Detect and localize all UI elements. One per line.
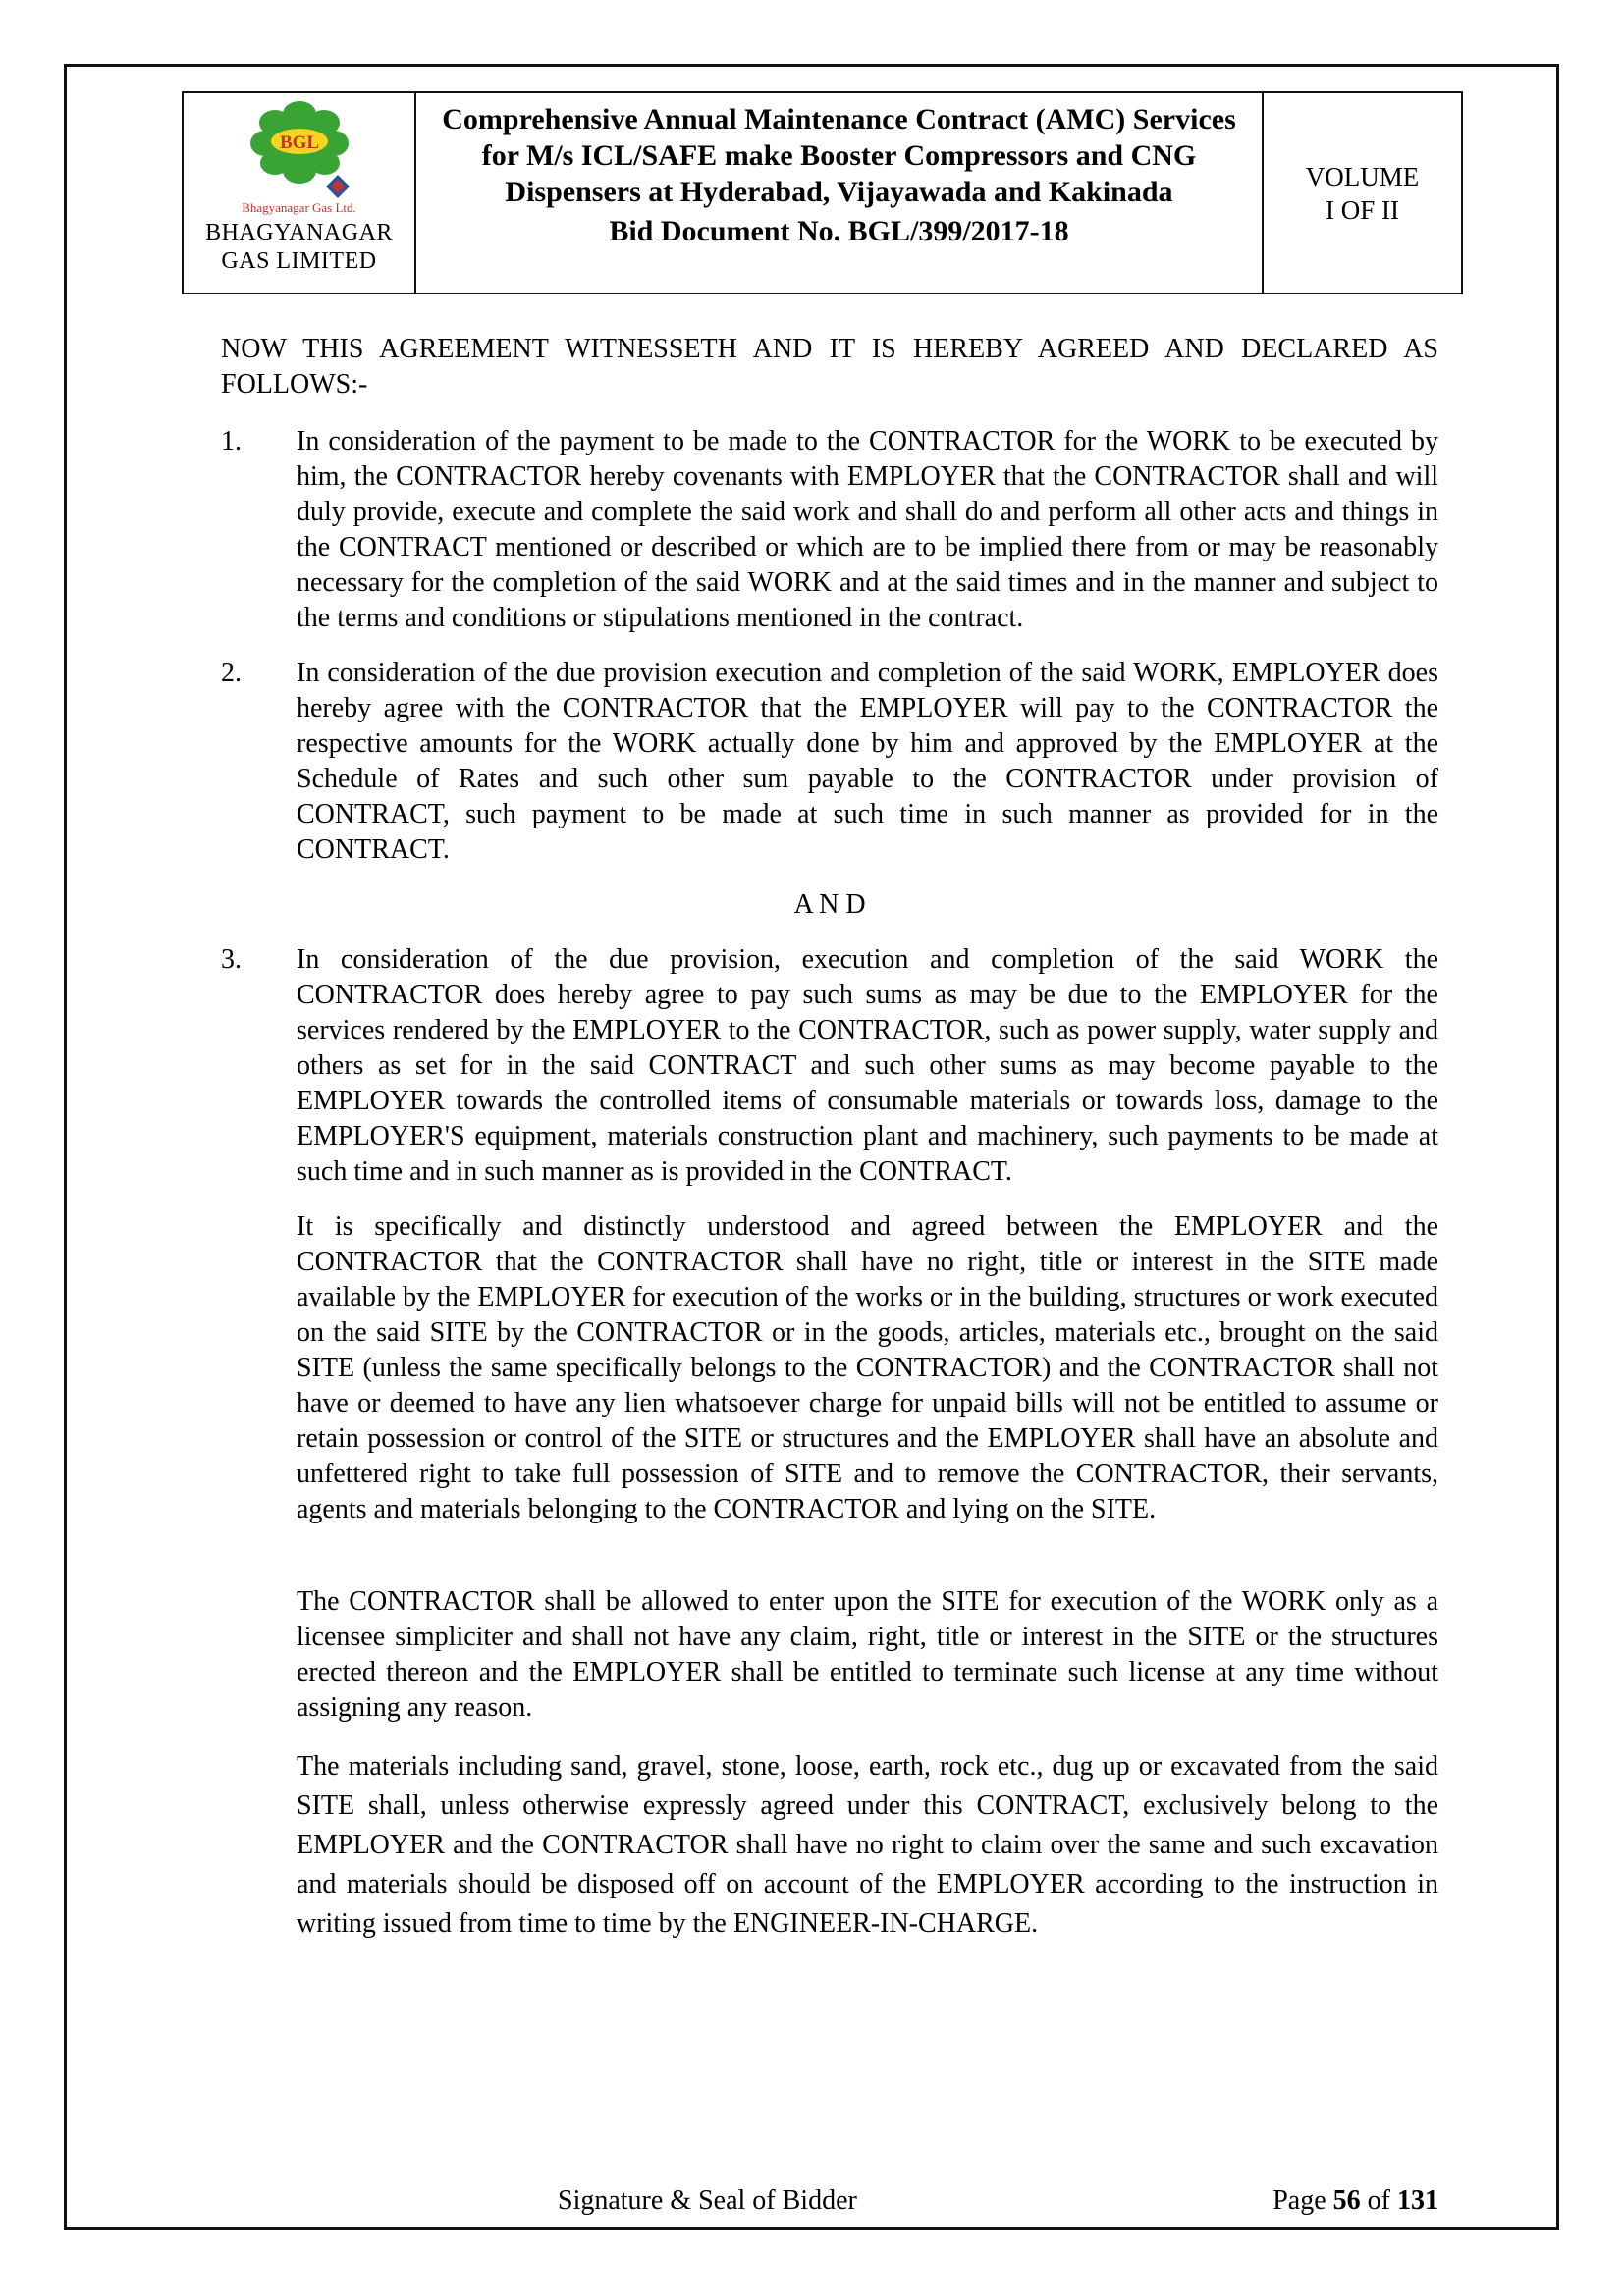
- document-header: [182, 91, 1463, 294]
- svg-text:BGL: BGL: [279, 133, 319, 153]
- agreement-intro-clause: NOW THIS AGREEMENT WITNESSETH AND IT IS HEREBY AGREED AND DECLARED AS FOLLOWS:-: [221, 334, 1438, 400]
- licensee-paragraph: The CONTRACTOR shall be allowed to enter upon the SITE for execution of the WORK only as a licensee simpliciter and shall not have any claim, right, title or interest in the SITE or the structures erected thereon and the EMPLOYER shall be entitled to terminate such license at any time without assigning any reason.: [297, 1586, 1438, 1723]
- logo-cell: [184, 93, 414, 293]
- org-name-line2: GAS LIMITED: [221, 248, 377, 274]
- page-total: 131: [1397, 2185, 1438, 2216]
- bid-document-number: Bid Document No. BGL/399/2017-18: [609, 215, 1069, 247]
- signature-seal-label: Signature & Seal of Bidder: [558, 2185, 857, 2216]
- clause-3: [221, 942, 1438, 1190]
- page-number: [1272, 2185, 1438, 2216]
- page-current: 56: [1332, 2185, 1361, 2216]
- clause-2-number: 2.: [221, 658, 242, 688]
- clause-1-text: In consideration of the payment to be made to the CONTRACTOR for the WORK to be executed by him, the CONTRACTOR hereby covenants with EMPLOYER that the CONTRACTOR shall and will duly provide, execute and complete the said work and shall do and perform all other acts and things in the CONTRACT mentioned or described or which are to be implied there from or may be reasonably necessary for the completion of the said WORK and at the said times and in the manner and subject to the terms and conditions or stipulations mentioned in the contract.: [297, 426, 1438, 633]
- clause-1: [221, 424, 1438, 636]
- document-title: Comprehensive Annual Maintenance Contract (AMC) Services for M/s ICL/SAFE make Booster Compressors and CNG Dispensers at Hyderabad, Vijayawada and Kakinada: [442, 103, 1236, 208]
- clause-3-text: In consideration of the due provision, execution and completion of the said WORK the CONTRACTOR does hereby agree to pay such sums as may be due to the EMPLOYER for the services rendered by the EMPLOYER to the CONTRACTOR, such as power supply, water supply and others as set for in the said CONTRACT and such other sums as may become payable to the EMPLOYER towards the controlled items of consumable materials or towards loss, damage to the EMPLOYER'S equipment, materials construction plant and machinery, such payments to be made at such time and in such manner as is provided in the CONTRACT.: [297, 944, 1438, 1187]
- title-cell: [414, 93, 1262, 293]
- page-label: Page: [1272, 2185, 1326, 2216]
- clause-3-number: 3.: [221, 944, 242, 975]
- volume-line1: VOLUME: [1305, 161, 1420, 191]
- org-name: [205, 219, 393, 276]
- org-name-line1: BHAGYANAGAR: [205, 220, 393, 245]
- and-separator: A N D: [793, 889, 866, 920]
- clause-2-text: In consideration of the due provision execution and completion of the said WORK, EMPLOYER does hereby agree with the CONTRACTOR that the EMPLOYER will pay to the CONTRACTOR the respective amounts for the WORK actually done by him and approved by the EMPLOYER at the Schedule of Rates and such other sum payable to the CONTRACTOR under provision of CONTRACT, such payment to be made at such time in such manner as provided for in the CONTRACT.: [297, 658, 1438, 865]
- clause-2: [221, 656, 1438, 868]
- site-rights-paragraph: It is specifically and distinctly understood and agreed between the EMPLOYER and the CONTRACTOR that the CONTRACTOR shall have no right, title or interest in the SITE made available by the EMPLOYER for execution of the works or in the building, structures or work executed on the said SITE by the CONTRACTOR or in the goods, articles, materials etc., brought on the said SITE (unless the same specifically belongs to the CONTRACTOR) and the CONTRACTOR shall not have or deemed to have any lien whatsoever charge for unpaid bills will not be entitled to assume or retain possession or control of the SITE or structures and the EMPLOYER shall have an absolute and unfettered right to take full possession of SITE and to remove the CONTRACTOR, their servants, agents and materials belonging to the CONTRACTOR and lying on the SITE.: [297, 1211, 1438, 1524]
- materials-paragraph: The materials including sand, gravel, stone, loose, earth, rock etc., dug up or excavated from the said SITE shall, unless otherwise expressly agreed under this CONTRACT, exclusively belong to the EMPLOYER and the CONTRACTOR shall have no right to claim over the same and such excavation and materials should be disposed off on account of the EMPLOYER according to the instruction in writing issued from time to time by the ENGINEER-IN-CHARGE.: [297, 1751, 1438, 1939]
- volume-cell: [1262, 93, 1461, 293]
- clause-1-number: 1.: [221, 426, 242, 456]
- document-body: [221, 332, 1438, 1944]
- volume-line2: I OF II: [1326, 194, 1399, 225]
- page-of-label: of: [1367, 2185, 1390, 2216]
- logo-caption: Bhagyanagar Gas Ltd.: [242, 200, 356, 215]
- company-logo-icon: [240, 98, 359, 203]
